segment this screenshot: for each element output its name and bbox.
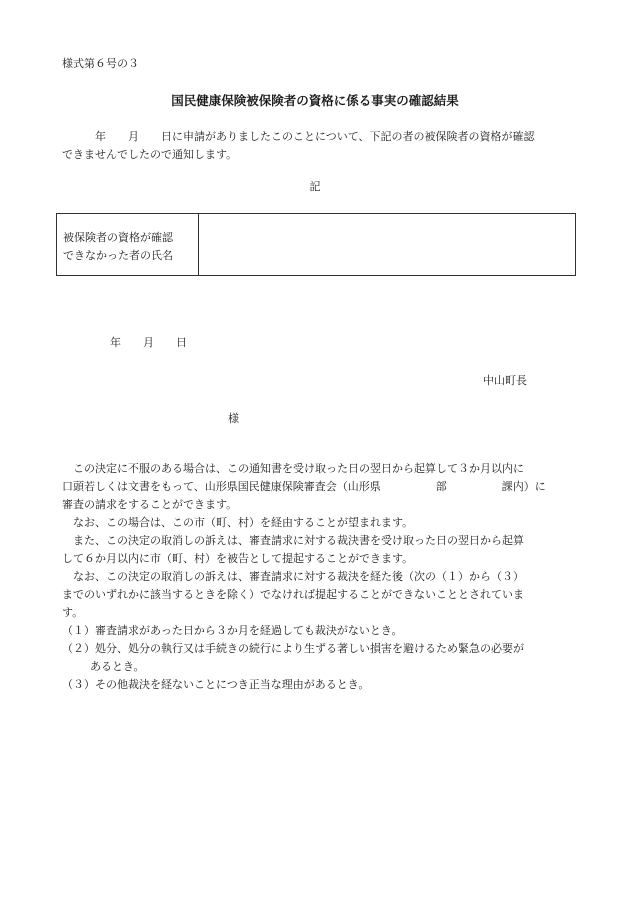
notice-date: 年 月 日 <box>110 336 187 349</box>
intro-paragraph <box>62 128 582 164</box>
notice-line: す。 <box>62 606 84 619</box>
name-label-line-2: できなかった者の氏名 <box>63 249 173 262</box>
notice-item-1: （１）審査請求があった日から３か月を経過しても裁決がないとき。 <box>62 624 403 637</box>
unconfirmed-person-table <box>56 213 576 276</box>
notice-line: 口頭若しくは文書をもって、山形県国民健康保険審査会（山形県 部 課内）に <box>62 480 546 493</box>
issuer-name: 中山町長 <box>483 374 527 387</box>
name-value-cell[interactable] <box>199 214 575 275</box>
intro-line-2: できませんでしたので通知します。 <box>62 148 238 161</box>
notice-item-2: （２）処分、処分の執行又は手続きの続行により生ずる著しい損害を避けるため緊急の必要が <box>62 642 524 655</box>
addressee-honorific: 様 <box>228 412 239 425</box>
notice-item-2-continued: あるとき。 <box>90 660 145 673</box>
appeal-notice <box>62 460 582 694</box>
notice-line: までのいずれかに該当するときを除く）でなければ提起することができないこととされていま <box>62 588 524 601</box>
notice-line: 審査の請求をすることができます。 <box>62 498 238 511</box>
document-title: 国民健康保険被保険者の資格に係る事実の確認結果 <box>171 93 459 108</box>
intro-line-1: 年 月 日に申請がありましたこのことについて、下記の者の被保険者の資格が確認 <box>62 130 535 143</box>
notice-line: また、この決定の取消しの訴えは、審査請求に対する裁決書を受け取った日の翌日から起算 <box>62 534 524 547</box>
notice-line: して６か月以内に市（町、村）を被告として提起することができます。 <box>62 552 414 565</box>
notice-item-3: （３）その他裁決を経ないことにつき正当な理由があるとき。 <box>62 678 370 691</box>
ki-heading: 記 <box>309 180 321 193</box>
notice-line: なお、この場合は、この市（町、村）を経由することが望まれます。 <box>62 516 414 529</box>
notice-line: なお、この決定の取消しの訴えは、審査請求に対する裁決を経た後（次の（１）から（３） <box>62 570 524 583</box>
name-label-line-1: 被保険者の資格が確認 <box>63 231 173 244</box>
form-number: 様式第６号の３ <box>62 57 139 70</box>
name-label-cell <box>57 214 199 275</box>
notice-line: この決定に不服のある場合は、この通知書を受け取った日の翌日から起算して３か月以内に <box>62 462 524 475</box>
